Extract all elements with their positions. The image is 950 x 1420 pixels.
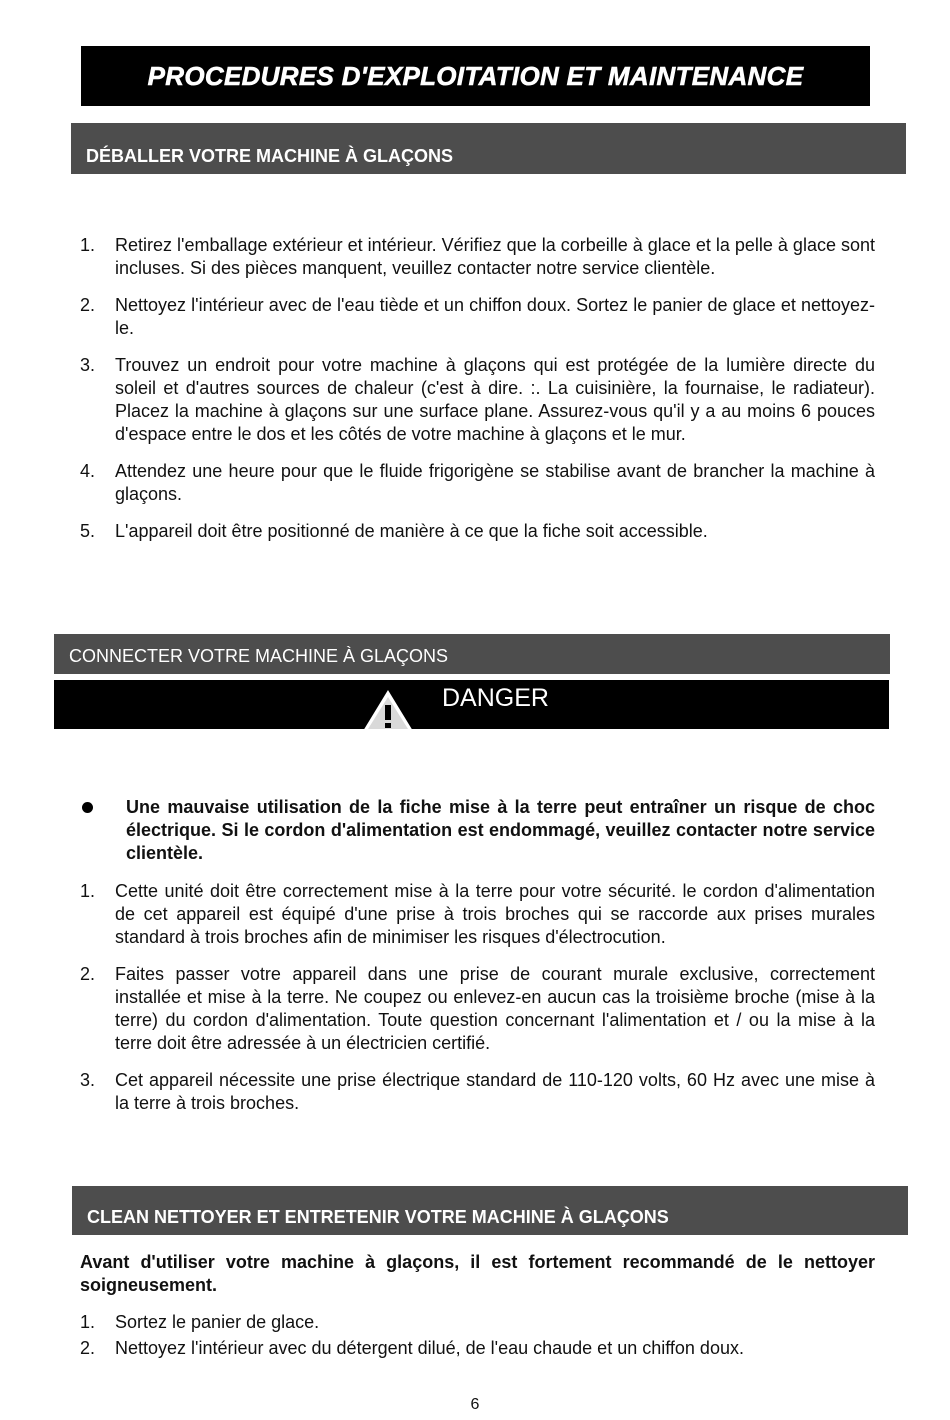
item-text: Attendez une heure pour que le fluide frigorigène se stabilise avant de brancher la machine à glaçons. <box>115 461 875 504</box>
list-item <box>80 963 875 1055</box>
item-number: 2. <box>80 295 96 315</box>
list-item <box>80 520 875 543</box>
item-text: Cet appareil nécessite une prise électrique standard de 110-120 volts, 60 Hz avec une mise à la terre à trois broches. <box>115 1070 875 1113</box>
section-header-unpack <box>71 123 906 174</box>
item-number: 1. <box>80 881 96 901</box>
section-heading-unpack: DÉBALLER VOTRE MACHINE À GLAÇONS <box>86 146 454 166</box>
item-number: 3. <box>80 355 96 375</box>
section-heading-clean: CLEAN NETTOYER ET ENTRETENIR VOTRE MACHINE À GLAÇONS <box>87 1207 669 1227</box>
page-title: PROCEDURES D'EXPLOITATION ET MAINTENANCE <box>147 60 804 91</box>
warning-text: Une mauvaise utilisation de la fiche mise à la terre peut entraîner un risque de choc électrique. Si le cordon d'alimentation est endommagé, veuillez contacter notre service clientèle. <box>126 797 875 863</box>
list-item <box>80 1069 875 1115</box>
item-number: 5. <box>80 521 96 541</box>
section-heading-connect: CONNECTER VOTRE MACHINE À GLAÇONS <box>69 646 449 666</box>
bullet-dot-icon <box>82 802 93 813</box>
item-text: Retirez l'emballage extérieur et intérieur. Vérifiez que la corbeille à glace et la pelle à glace sont incluses. Si des pièces manquent, veuillez contacter notre service clientèle. <box>115 235 875 278</box>
list-item <box>80 354 875 446</box>
list-item <box>80 294 875 340</box>
clean-steps-list <box>80 1311 875 1363</box>
item-number: 2. <box>80 1338 96 1358</box>
item-text: Nettoyez l'intérieur avec du détergent dilué, de l'eau chaude et un chiffon doux. <box>115 1338 744 1358</box>
item-number: 2. <box>80 964 96 984</box>
item-number: 1. <box>80 235 96 255</box>
item-text: Nettoyez l'intérieur avec de l'eau tiède et un chiffon doux. Sortez le panier de glace et nettoyez-le. <box>115 295 875 338</box>
warning-bullet <box>80 796 875 865</box>
page-number: 6 <box>470 1396 480 1413</box>
list-item <box>80 234 875 280</box>
warning-triangle-icon <box>361 689 415 733</box>
item-text: Sortez le panier de glace. <box>115 1312 320 1332</box>
list-item <box>80 1311 875 1334</box>
clean-intro: Avant d'utiliser votre machine à glaçons, il est fortement recommandé de le nettoyer soigneusement. <box>80 1252 875 1295</box>
list-item <box>80 460 875 506</box>
unpack-steps-list <box>80 234 875 557</box>
list-item <box>80 880 875 949</box>
item-number: 3. <box>80 1070 96 1090</box>
danger-label: DANGER <box>442 684 549 712</box>
item-text: Cette unité doit être correctement mise à la terre pour votre sécurité. le cordon d'alimentation de cet appareil est équipé d'une prise à trois broches qui se raccorde aux prises murales standard à trois broches afin de minimiser les risques d'électrocution. <box>115 881 875 947</box>
item-number: 1. <box>80 1312 96 1332</box>
item-number: 4. <box>80 461 96 481</box>
item-text: L'appareil doit être positionné de manière à ce que la fiche soit accessible. <box>115 521 708 541</box>
item-text: Faites passer votre appareil dans une prise de courant murale exclusive, correctement installée et mise à la terre. Ne coupez ou enlevez-en aucun cas la troisième broche (mise à la terre) du cordon d'alimentation. Toute question concernant l'alimentation et / ou la mise à la terre doit être adressée à un électricien certifié. <box>115 964 875 1053</box>
danger-banner <box>54 680 889 729</box>
item-text: Trouvez un endroit pour votre machine à glaçons qui est protégée de la lumière directe du soleil et d'autres sources de chaleur (c'est à dire. :. La cuisinière, la fournaise, le radiateur). Placez la machine à glaçons sur une surface plane. Assurez-vous qu'il y a au moins 6 pouces d'espace entre le dos et les côtés de votre machine à glaçons et le mur. <box>115 355 875 444</box>
list-item <box>80 1337 875 1360</box>
section-header-connect <box>54 634 890 674</box>
connect-steps-list <box>80 880 875 1129</box>
page-title-bar <box>81 46 870 106</box>
section-header-clean <box>72 1186 908 1235</box>
